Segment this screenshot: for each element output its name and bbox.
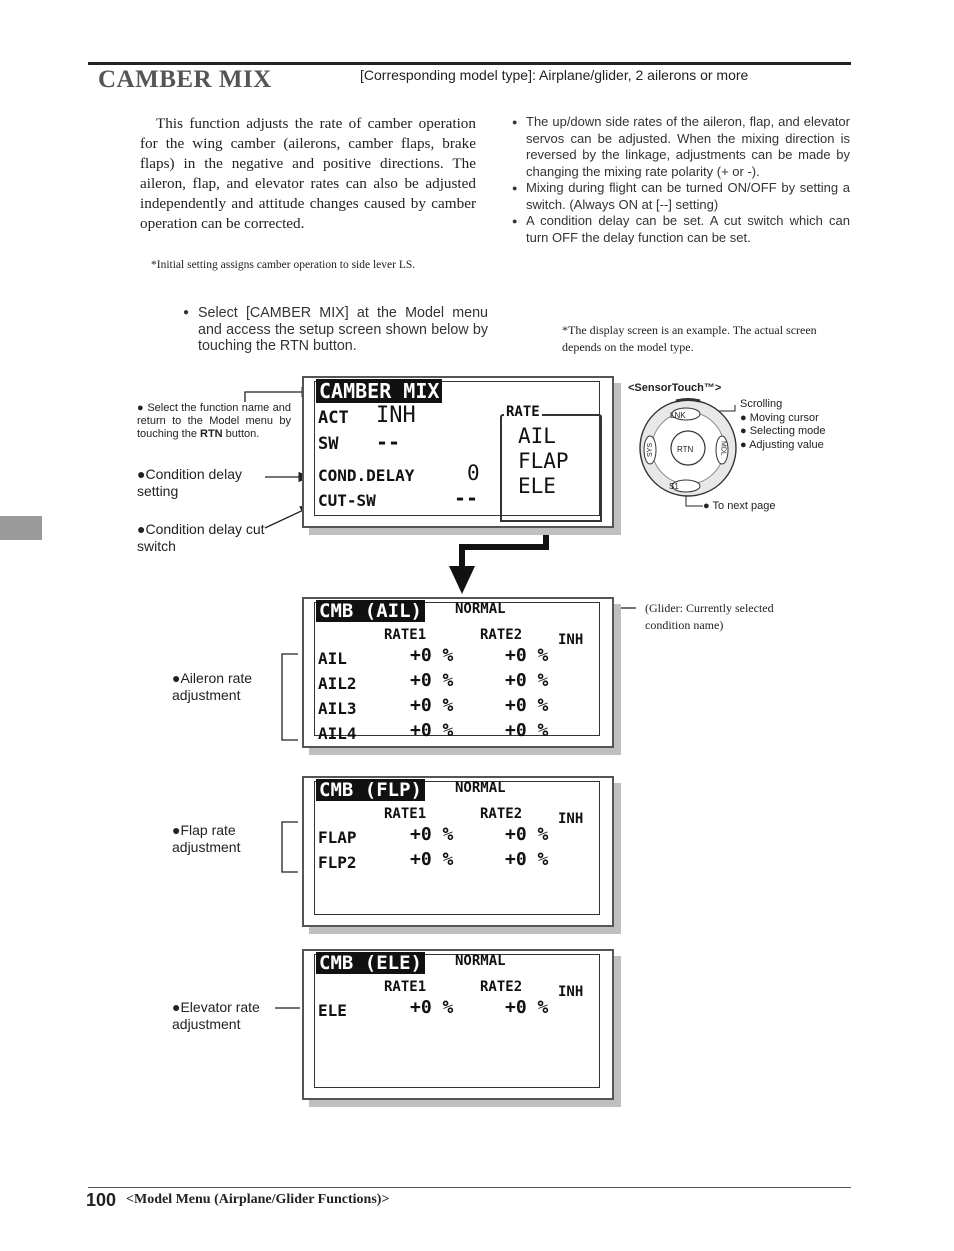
rate1-value[interactable]: +0 %	[410, 645, 454, 666]
rate-box	[500, 404, 602, 522]
screen-frame	[314, 602, 600, 736]
camber-mix-screen	[302, 376, 614, 528]
page-title: CAMBER MIX	[98, 66, 272, 93]
condition-name: NORMAL	[455, 780, 506, 796]
rate-ail-button[interactable]: AIL	[518, 424, 556, 448]
rate2-header: RATE2	[480, 627, 523, 643]
cmb-flp-screen	[302, 776, 614, 927]
rate2-value[interactable]: +0 %	[505, 997, 549, 1018]
s1-button[interactable]: S1	[669, 482, 679, 491]
cmb-ele-screen	[302, 949, 614, 1100]
flp-screen-title[interactable]: CMB (FLP)	[316, 779, 425, 801]
next-page-label: ● To next page	[703, 500, 776, 512]
row-label: AIL2	[318, 674, 357, 693]
footer-section: <Model Menu (Airplane/Glider Functions)>	[126, 1192, 390, 1207]
rtn-button[interactable]: RTN	[677, 445, 694, 454]
mdl-button[interactable]: MDL	[719, 441, 727, 456]
sw-label: SW	[318, 434, 339, 454]
row-label: FLAP	[318, 828, 357, 847]
cond-delay-value[interactable]: 0	[467, 461, 480, 485]
rate1-value[interactable]: +0 %	[410, 695, 454, 716]
screen-title-button[interactable]: CAMBER MIX	[316, 380, 442, 402]
rate-flap-button[interactable]: FLAP	[518, 449, 569, 473]
row-label: AIL3	[318, 699, 357, 718]
rate1-header: RATE1	[384, 979, 427, 995]
rate2-value[interactable]: +0 %	[505, 670, 549, 691]
rate2-value[interactable]: +0 %	[505, 695, 549, 716]
rate1-value[interactable]: +0 %	[410, 997, 454, 1018]
screen-frame	[314, 954, 600, 1088]
cut-sw-label: CUT-SW	[318, 491, 376, 510]
flap-callout: ●Flap rate adjustment	[172, 822, 241, 855]
rtn-callout: ● Select the function name and return to the Model menu by touching the RTN button.	[137, 402, 292, 440]
rate1-value[interactable]: +0 %	[410, 670, 454, 691]
rate2-header: RATE2	[480, 806, 523, 822]
row-label: FLP2	[318, 853, 357, 872]
rate2-value[interactable]: +0 %	[505, 645, 549, 666]
cut-switch-callout: ●Condition delay cut switch	[137, 521, 265, 554]
bottom-rule	[88, 1187, 851, 1188]
rate1-value[interactable]: +0 %	[410, 720, 454, 741]
rate1-value[interactable]: +0 %	[410, 824, 454, 845]
inh-button[interactable]: INH	[558, 811, 584, 827]
intro-paragraph: This function adjusts the rate of camber operation for the wing camber (ailerons, camber flaps, brake flaps) in the negative and positive directions. The aileron, flap, and elevator rates can also be adjusted independently and attitude changes caused by camber operation can be corrected.	[140, 115, 476, 232]
rate2-header: RATE2	[480, 979, 523, 995]
feature-item: ● A condition delay can be set. A cut switch which can turn OFF the delay function can be set.	[512, 213, 850, 246]
inh-button[interactable]: INH	[558, 984, 584, 1000]
row-label: AIL4	[318, 724, 357, 743]
rate-ele-button[interactable]: ELE	[518, 474, 556, 498]
lnk-button[interactable]: LNK	[670, 411, 686, 420]
rate1-value[interactable]: +0 %	[410, 849, 454, 870]
row-label: AIL	[318, 649, 347, 668]
intro-note: *Initial setting assigns camber operation to side lever LS.	[151, 259, 416, 271]
act-label: ACT	[318, 408, 349, 428]
sensor-touch-title: <SensorTouch™>	[628, 382, 722, 394]
condition-name: NORMAL	[455, 953, 506, 969]
moving-cursor-label: ● Moving cursor	[740, 412, 819, 424]
ele-screen-title[interactable]: CMB (ELE)	[316, 952, 425, 974]
rate2-value[interactable]: +0 %	[505, 849, 549, 870]
select-instruction: ● Select [CAMBER MIX] at the Model menu and access the setup screen shown below by touching the RTN button.	[183, 305, 488, 355]
rate2-value[interactable]: +0 %	[505, 824, 549, 845]
row-label: ELE	[318, 1001, 347, 1020]
model-type-note: [Corresponding model type]: Airplane/glider, 2 ailerons or more	[360, 67, 749, 83]
aileron-callout: ●Aileron rate adjustment	[172, 670, 253, 703]
selecting-mode-label: ● Selecting mode	[740, 425, 826, 437]
rate-label: RATE	[506, 404, 540, 420]
feature-item: ● The up/down side rates of the aileron, flap, and elevator servos can be adjusted. When the mixing direction is reversed by the linkage, adjustments can be made by changing the mixing rate polarity (+ or -).	[512, 114, 850, 180]
inh-button[interactable]: INH	[558, 632, 584, 648]
page-number: 100	[86, 1190, 117, 1210]
cond-delay-callout: ●Condition delay setting	[137, 466, 242, 499]
sys-button[interactable]: SYS	[647, 443, 654, 458]
rate1-header: RATE1	[384, 627, 427, 643]
elevator-callout: ●Elevator rate adjustment	[172, 999, 260, 1032]
cond-delay-label: COND.DELAY	[318, 466, 415, 485]
cmb-ail-screen	[302, 597, 614, 748]
cut-sw-value[interactable]: --	[454, 486, 479, 510]
condition-name: NORMAL	[455, 601, 506, 617]
display-note: *The display screen is an example. The actual screen depends on the model type.	[562, 323, 817, 354]
glider-callout: (Glider: Currently selected condition name)	[645, 601, 774, 632]
rate1-header: RATE1	[384, 806, 427, 822]
adjusting-value-label: ● Adjusting value	[740, 439, 824, 451]
screen-frame	[314, 781, 600, 915]
ail-screen-title[interactable]: CMB (AIL)	[316, 600, 425, 622]
act-value[interactable]: INH	[376, 403, 416, 428]
sw-value[interactable]: --	[376, 430, 401, 454]
scrolling-label: Scrolling	[740, 398, 783, 410]
rate2-value[interactable]: +0 %	[505, 720, 549, 741]
feature-item: ● Mixing during flight can be turned ON/OFF by setting a switch. (Always ON at [--] setting)	[512, 180, 850, 213]
